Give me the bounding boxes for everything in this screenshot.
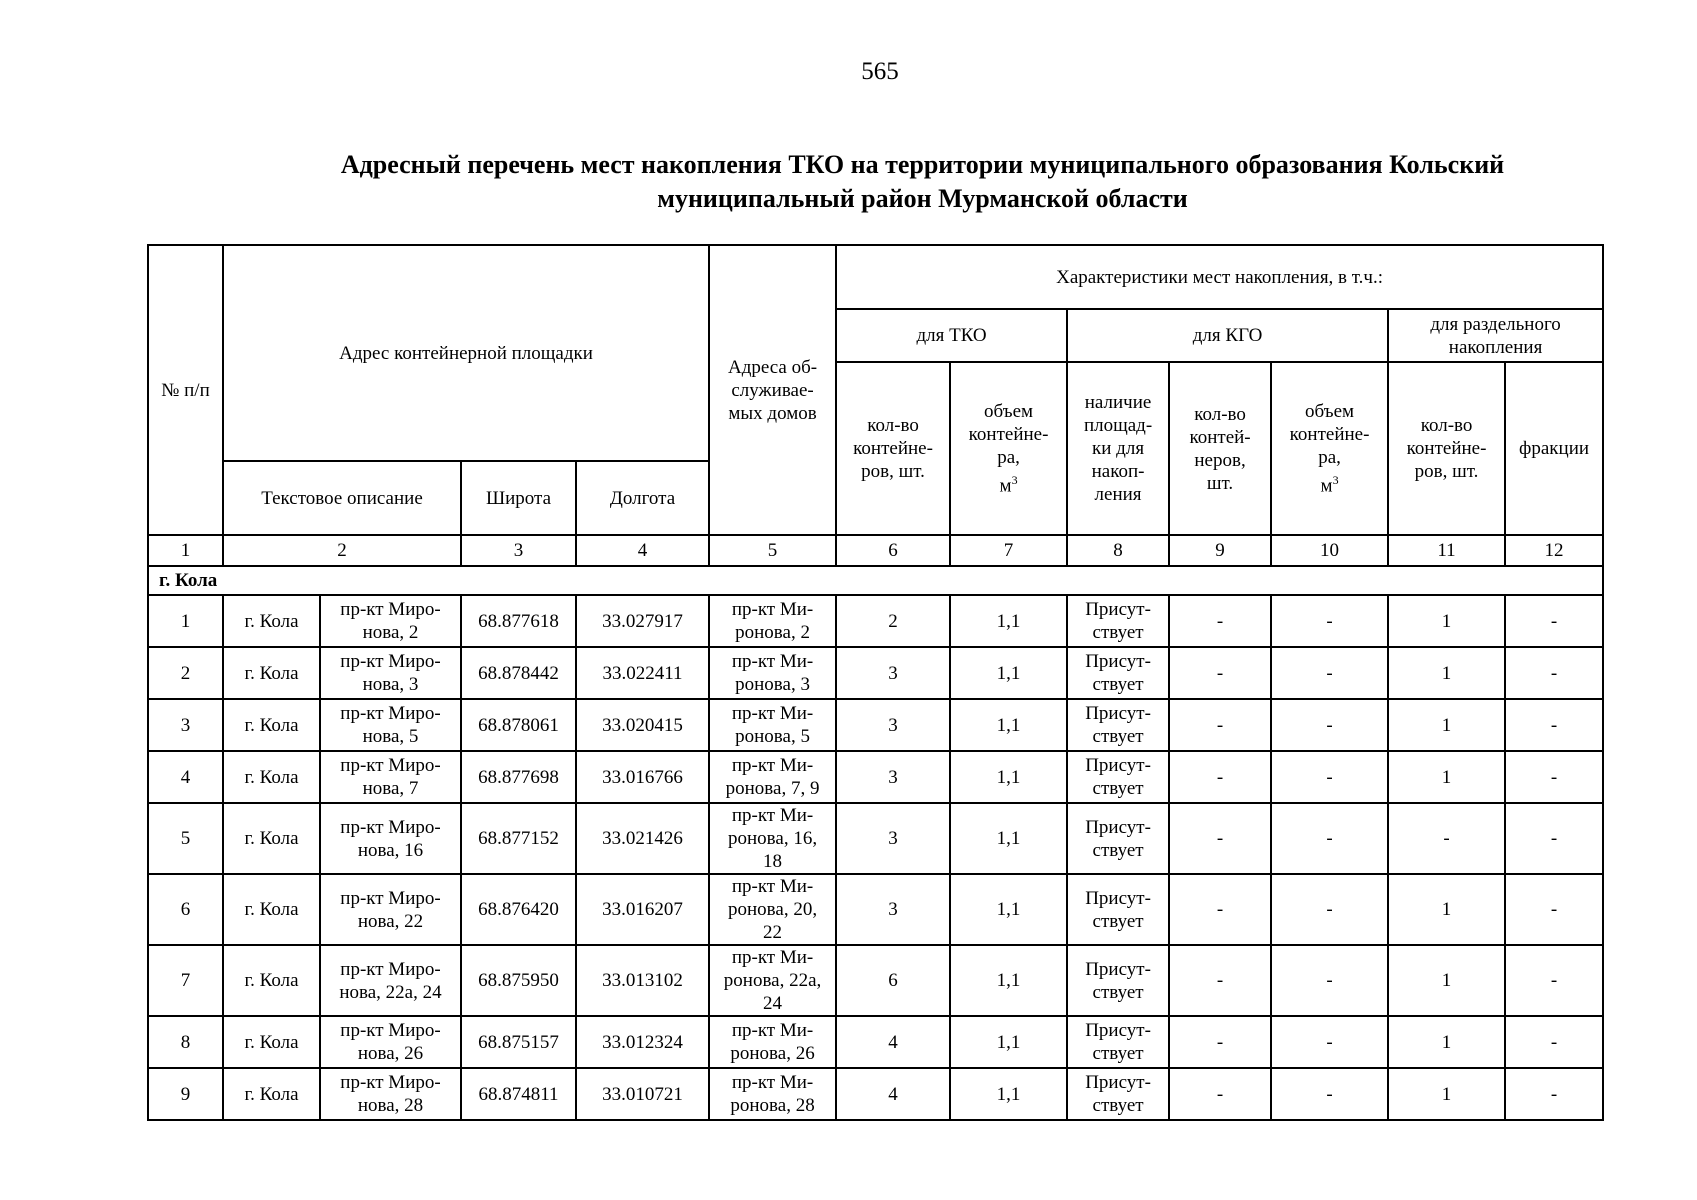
row-number: 4: [148, 751, 223, 803]
tko-count-cell: 3: [836, 874, 950, 945]
header-served-houses: Адреса об- служивае- мых домов: [709, 245, 836, 535]
latitude-cell: 68.875157: [461, 1016, 576, 1068]
row-number: 8: [148, 1016, 223, 1068]
sep-fractions-cell: -: [1505, 647, 1603, 699]
header-text-description: Текстовое описание: [223, 461, 461, 535]
street-cell: пр-кт Миро- нова, 26: [320, 1016, 461, 1068]
table-row: [148, 945, 1603, 1016]
tko-count-cell: 6: [836, 945, 950, 1016]
sep-count-cell: 1: [1388, 1016, 1505, 1068]
tko-volume-cell: 1,1: [950, 595, 1067, 647]
served-houses-cell: пр-кт Ми- ронова, 20, 22: [709, 874, 836, 945]
table-row: [148, 647, 1603, 699]
kgo-volume-cell: -: [1271, 595, 1388, 647]
table-row: [148, 699, 1603, 751]
header-latitude: Широта: [461, 461, 576, 535]
street-cell: пр-кт Миро- нова, 16: [320, 803, 461, 874]
city-cell: г. Кола: [223, 699, 320, 751]
column-number: 6: [836, 535, 950, 566]
kgo-count-cell: -: [1169, 874, 1271, 945]
sep-fractions-cell: -: [1505, 945, 1603, 1016]
longitude-cell: 33.020415: [576, 699, 709, 751]
sep-count-cell: -: [1388, 803, 1505, 874]
served-houses-cell: пр-кт Ми- ронова, 16, 18: [709, 803, 836, 874]
row-number: 2: [148, 647, 223, 699]
kgo-presence-cell: Присут- ствует: [1067, 699, 1169, 751]
column-number: 12: [1505, 535, 1603, 566]
column-number: 3: [461, 535, 576, 566]
latitude-cell: 68.877152: [461, 803, 576, 874]
street-cell: пр-кт Миро- нова, 3: [320, 647, 461, 699]
city-cell: г. Кола: [223, 874, 320, 945]
tko-volume-cell: 1,1: [950, 803, 1067, 874]
longitude-cell: 33.016207: [576, 874, 709, 945]
sep-count-cell: 1: [1388, 699, 1505, 751]
city-cell: г. Кола: [223, 945, 320, 1016]
latitude-cell: 68.878061: [461, 699, 576, 751]
sep-fractions-cell: -: [1505, 874, 1603, 945]
street-cell: пр-кт Миро- нова, 22а, 24: [320, 945, 461, 1016]
sep-fractions-cell: -: [1505, 1016, 1603, 1068]
column-number: 1: [148, 535, 223, 566]
kgo-count-cell: -: [1169, 595, 1271, 647]
kgo-presence-cell: Присут- ствует: [1067, 751, 1169, 803]
sep-count-cell: 1: [1388, 1068, 1505, 1120]
street-cell: пр-кт Миро- нова, 28: [320, 1068, 461, 1120]
served-houses-cell: пр-кт Ми- ронова, 26: [709, 1016, 836, 1068]
tko-volume-cell: 1,1: [950, 699, 1067, 751]
kgo-volume-cell: -: [1271, 1016, 1388, 1068]
header-longitude: Долгота: [576, 461, 709, 535]
header-num: № п/п: [148, 245, 223, 535]
header-sep-fractions: фракции: [1505, 362, 1603, 535]
kgo-count-cell: -: [1169, 647, 1271, 699]
tko-volume-cell: 1,1: [950, 647, 1067, 699]
sep-count-cell: 1: [1388, 595, 1505, 647]
header-characteristics: Характеристики мест накопления, в т.ч.:: [836, 245, 1603, 309]
served-houses-cell: пр-кт Ми- ронова, 3: [709, 647, 836, 699]
city-cell: г. Кола: [223, 751, 320, 803]
row-number: 7: [148, 945, 223, 1016]
kgo-presence-cell: Присут- ствует: [1067, 1016, 1169, 1068]
city-cell: г. Кола: [223, 595, 320, 647]
sep-fractions-cell: -: [1505, 1068, 1603, 1120]
section-heading: г. Кола: [148, 566, 1603, 595]
tko-count-cell: 2: [836, 595, 950, 647]
tko-count-cell: 3: [836, 699, 950, 751]
kgo-count-cell: -: [1169, 803, 1271, 874]
header-tko-count: кол-во контейне- ров, шт.: [836, 362, 950, 535]
sep-fractions-cell: -: [1505, 595, 1603, 647]
column-number-row: [148, 535, 1603, 566]
table-row: [148, 803, 1603, 874]
row-number: 3: [148, 699, 223, 751]
column-number: 4: [576, 535, 709, 566]
row-number: 1: [148, 595, 223, 647]
kgo-volume-cell: -: [1271, 1068, 1388, 1120]
served-houses-cell: пр-кт Ми- ронова, 2: [709, 595, 836, 647]
header-for-tko: для ТКО: [836, 309, 1067, 362]
sep-fractions-cell: -: [1505, 699, 1603, 751]
longitude-cell: 33.021426: [576, 803, 709, 874]
tko-count-cell: 4: [836, 1016, 950, 1068]
city-cell: г. Кола: [223, 1016, 320, 1068]
latitude-cell: 68.876420: [461, 874, 576, 945]
document-title: Адресный перечень мест накопления ТКО на территории муниципального образования Кольский муниципальный район Мурманской области: [340, 150, 1505, 213]
longitude-cell: 33.010721: [576, 1068, 709, 1120]
table-row: [148, 595, 1603, 647]
longitude-cell: 33.016766: [576, 751, 709, 803]
city-cell: г. Кола: [223, 803, 320, 874]
kgo-presence-cell: Присут- ствует: [1067, 803, 1169, 874]
kgo-presence-cell: Присут- ствует: [1067, 647, 1169, 699]
header-for-kgo: для КГО: [1067, 309, 1388, 362]
sep-count-cell: 1: [1388, 751, 1505, 803]
latitude-cell: 68.874811: [461, 1068, 576, 1120]
kgo-count-cell: -: [1169, 945, 1271, 1016]
served-houses-cell: пр-кт Ми- ронова, 7, 9: [709, 751, 836, 803]
tko-volume-cell: 1,1: [950, 1016, 1067, 1068]
kgo-volume-cell: -: [1271, 945, 1388, 1016]
tko-volume-cell: 1,1: [950, 874, 1067, 945]
column-number: 11: [1388, 535, 1505, 566]
latitude-cell: 68.877698: [461, 751, 576, 803]
row-number: 5: [148, 803, 223, 874]
kgo-volume-cell: -: [1271, 874, 1388, 945]
header-tko-volume: объем контейне- ра, $м^3$: [950, 362, 1067, 535]
kgo-volume-cell: -: [1271, 699, 1388, 751]
header-kgo-count: кол-во контей- неров, шт.: [1169, 362, 1271, 535]
sep-count-cell: 1: [1388, 647, 1505, 699]
kgo-presence-cell: Присут- ствует: [1067, 874, 1169, 945]
kgo-volume-cell: -: [1271, 803, 1388, 874]
longitude-cell: 33.013102: [576, 945, 709, 1016]
table-row: [148, 1068, 1603, 1120]
table-row: [148, 1016, 1603, 1068]
served-houses-cell: пр-кт Ми- ронова, 22а, 24: [709, 945, 836, 1016]
column-number: 2: [223, 535, 461, 566]
kgo-presence-cell: Присут- ствует: [1067, 945, 1169, 1016]
street-cell: пр-кт Миро- нова, 7: [320, 751, 461, 803]
kgo-presence-cell: Присут- ствует: [1067, 1068, 1169, 1120]
tko-count-cell: 4: [836, 1068, 950, 1120]
longitude-cell: 33.027917: [576, 595, 709, 647]
kgo-count-cell: -: [1169, 699, 1271, 751]
tko-volume-cell: 1,1: [950, 945, 1067, 1016]
city-cell: г. Кола: [223, 647, 320, 699]
latitude-cell: 68.875950: [461, 945, 576, 1016]
kgo-count-cell: -: [1169, 751, 1271, 803]
column-number: 10: [1271, 535, 1388, 566]
table-row: [148, 874, 1603, 945]
latitude-cell: 68.878442: [461, 647, 576, 699]
kgo-count-cell: -: [1169, 1068, 1271, 1120]
header-for-separate: для раздельного накопления: [1388, 309, 1603, 362]
tko-count-cell: 3: [836, 751, 950, 803]
column-number: 8: [1067, 535, 1169, 566]
sep-fractions-cell: -: [1505, 751, 1603, 803]
sep-fractions-cell: -: [1505, 803, 1603, 874]
header-kgo-presence: наличие площад- ки для накоп- ления: [1067, 362, 1169, 535]
street-cell: пр-кт Миро- нова, 2: [320, 595, 461, 647]
kgo-count-cell: -: [1169, 1016, 1271, 1068]
sep-count-cell: 1: [1388, 945, 1505, 1016]
longitude-cell: 33.012324: [576, 1016, 709, 1068]
column-number: 9: [1169, 535, 1271, 566]
header-kgo-volume: объем контейне- ра, $м^3$: [1271, 362, 1388, 535]
column-number: 7: [950, 535, 1067, 566]
header-sep-count: кол-во контейне- ров, шт.: [1388, 362, 1505, 535]
kgo-volume-cell: -: [1271, 647, 1388, 699]
kgo-volume-cell: -: [1271, 751, 1388, 803]
tko-count-cell: 3: [836, 647, 950, 699]
header-address-group: Адрес контейнерной площадки: [223, 245, 709, 461]
served-houses-cell: пр-кт Ми- ронова, 5: [709, 699, 836, 751]
tko-register-table: [147, 244, 1604, 1121]
column-number: 5: [709, 535, 836, 566]
table-row: [148, 751, 1603, 803]
street-cell: пр-кт Миро- нова, 22: [320, 874, 461, 945]
kgo-presence-cell: Присут- ствует: [1067, 595, 1169, 647]
page-number: 565: [861, 58, 899, 85]
served-houses-cell: пр-кт Ми- ронова, 28: [709, 1068, 836, 1120]
row-number: 9: [148, 1068, 223, 1120]
longitude-cell: 33.022411: [576, 647, 709, 699]
latitude-cell: 68.877618: [461, 595, 576, 647]
row-number: 6: [148, 874, 223, 945]
street-cell: пр-кт Миро- нова, 5: [320, 699, 461, 751]
sep-count-cell: 1: [1388, 874, 1505, 945]
tko-volume-cell: 1,1: [950, 751, 1067, 803]
tko-volume-cell: 1,1: [950, 1068, 1067, 1120]
tko-count-cell: 3: [836, 803, 950, 874]
city-cell: г. Кола: [223, 1068, 320, 1120]
